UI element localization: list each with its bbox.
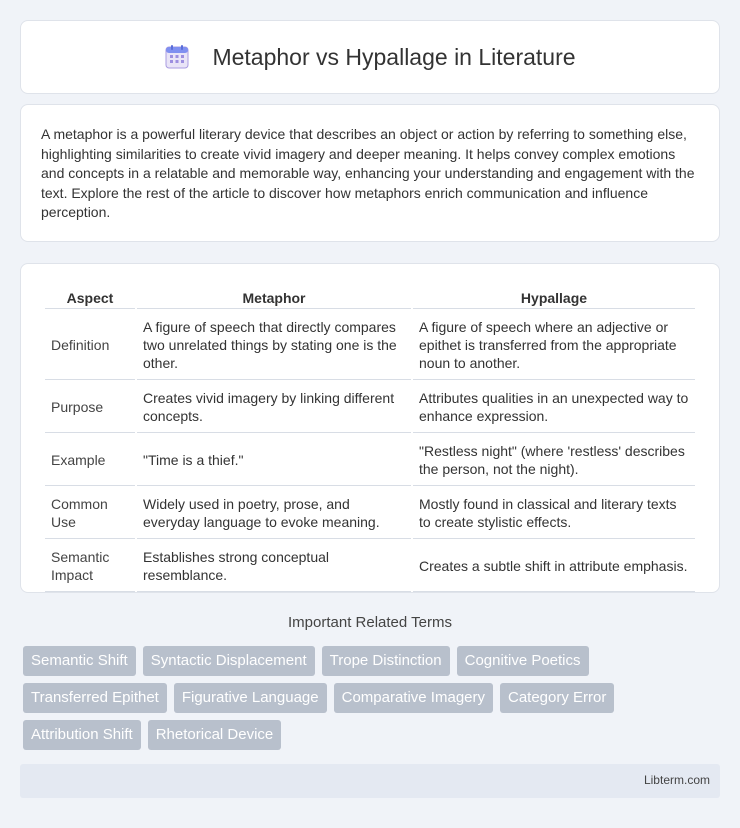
- row-hypallage: "Restless night" (where 'restless' describes the person, not the night).: [413, 435, 695, 486]
- intro-paragraph: A metaphor is a powerful literary device that describes an object or action by referring to something else, highlighting similarities to create vivid imagery and deeper meaning. It helps convey complex emotions and concepts in a relatable and memorable way, enhancing your understanding and engagement with the text. Explore the rest of the article to discover how metaphors enrich communication and influence perception.: [41, 126, 695, 220]
- table-row: [45, 488, 695, 539]
- table-header-row: [45, 286, 695, 309]
- calendar-grid-icon: [164, 44, 190, 70]
- row-metaphor: Establishes strong conceptual resemblance.: [137, 541, 411, 592]
- row-metaphor: Creates vivid imagery by linking different concepts.: [137, 382, 411, 433]
- row-metaphor: "Time is a thief.": [137, 435, 411, 486]
- related-terms-tags: [23, 646, 723, 750]
- footer: [20, 764, 720, 798]
- header-aspect: Aspect: [45, 286, 135, 309]
- table-row: [45, 382, 695, 433]
- row-hypallage: A figure of speech where an adjective or epithet is transferred from the appropriate noun to another.: [413, 311, 695, 380]
- tag-syntactic-displacement[interactable]: Syntactic Displacement: [143, 646, 315, 676]
- tag-semantic-shift[interactable]: Semantic Shift: [23, 646, 136, 676]
- table-row: [45, 541, 695, 592]
- footer-site-link[interactable]: Libterm.com: [643, 773, 710, 787]
- tag-rhetorical-device[interactable]: Rhetorical Device: [148, 720, 282, 750]
- related-terms-title: Important Related Terms: [288, 614, 452, 631]
- row-aspect: Purpose: [45, 382, 135, 433]
- comparison-table-card: [20, 263, 720, 593]
- row-aspect: Common Use: [45, 488, 135, 539]
- row-hypallage: Mostly found in classical and literary texts to create stylistic effects.: [413, 488, 695, 539]
- tag-cognitive-poetics[interactable]: Cognitive Poetics: [457, 646, 589, 676]
- row-aspect: Definition: [45, 311, 135, 380]
- table-row: [45, 435, 695, 486]
- header-metaphor: Metaphor: [137, 286, 411, 309]
- tag-transferred-epithet[interactable]: Transferred Epithet: [23, 683, 167, 713]
- page-title: Metaphor vs Hypallage in Literature: [212, 43, 576, 70]
- tag-comparative-imagery[interactable]: Comparative Imagery: [334, 683, 493, 713]
- intro-card: [20, 104, 720, 242]
- header-hypallage: Hypallage: [413, 286, 695, 309]
- tag-category-error[interactable]: Category Error: [500, 683, 614, 713]
- table-row: [45, 311, 695, 380]
- tag-figurative-language[interactable]: Figurative Language: [174, 683, 327, 713]
- header-card: [20, 20, 720, 94]
- row-aspect: Semantic Impact: [45, 541, 135, 592]
- comparison-table: [43, 284, 697, 594]
- row-metaphor: Widely used in poetry, prose, and everyday language to evoke meaning.: [137, 488, 411, 539]
- row-hypallage: Attributes qualities in an unexpected way to enhance expression.: [413, 382, 695, 433]
- row-aspect: Example: [45, 435, 135, 486]
- row-hypallage: Creates a subtle shift in attribute emphasis.: [413, 541, 695, 592]
- row-metaphor: A figure of speech that directly compares two unrelated things by stating one is the other.: [137, 311, 411, 380]
- tag-attribution-shift[interactable]: Attribution Shift: [23, 720, 141, 750]
- tag-trope-distinction[interactable]: Trope Distinction: [322, 646, 450, 676]
